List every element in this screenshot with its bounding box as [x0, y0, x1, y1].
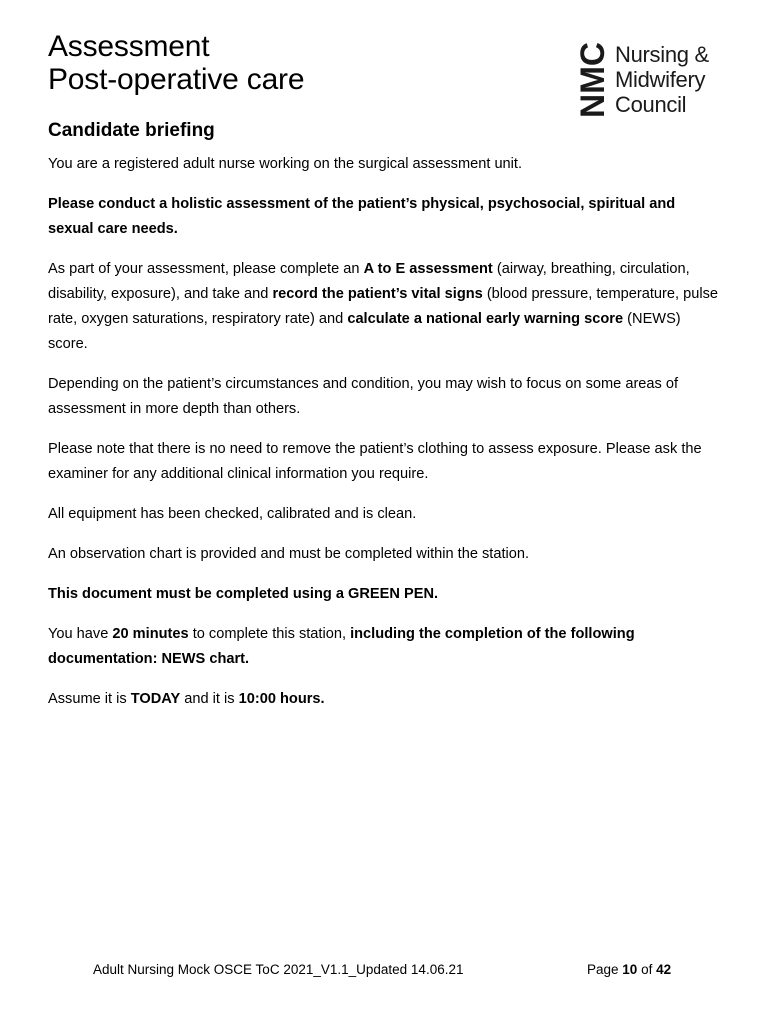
paragraph-3-bold-2: record the patient’s vital signs: [272, 286, 483, 302]
logo-line-3: Council: [615, 92, 687, 117]
page-total: 42: [656, 962, 672, 977]
nmc-logo-text: [615, 42, 709, 117]
paragraph-8-bold: This document must be completed using a GREEN PEN.: [48, 586, 439, 602]
page-title-line-1: Assessment: [48, 30, 210, 63]
paragraph-2: [48, 192, 720, 242]
nmc-logo: [576, 42, 736, 118]
paragraph-10-bold-1: TODAY: [130, 691, 181, 707]
paragraph-3-text-2: (airway, breathing, circulation, disability, exposure), and take and: [48, 261, 690, 302]
logo-line-1: Nursing &: [615, 42, 709, 67]
paragraph-3-text-4: (NEWS) score.: [48, 311, 681, 352]
paragraph-3-text-1: As part of your assessment, please complete an: [48, 261, 364, 277]
paragraph-8: [48, 582, 720, 607]
footer-page-number: [587, 961, 671, 979]
paragraph-9: [48, 622, 720, 672]
paragraph-4: Depending on the patient’s circumstances and condition, you may wish to focus on some areas of assessment in more depth than others.: [48, 376, 679, 417]
page-title-line-2: Post-operative care: [48, 63, 305, 96]
paragraph-3-bold-3: calculate a national early warning score: [347, 311, 624, 327]
page-current: 10: [622, 962, 638, 977]
nmc-logo-mark: NMC: [574, 40, 612, 118]
paragraph-3-bold-1: A to E assessment: [363, 261, 493, 277]
paragraph-3: [48, 257, 720, 357]
section-heading: Candidate briefing: [48, 120, 215, 141]
paragraph-9-bold-1: 20 minutes: [112, 626, 189, 642]
nmc-logo-icon: [574, 40, 612, 118]
paragraph-5: Please note that there is no need to remove the patient’s clothing to assess exposure. Please ask the examiner for any additional clinical information you require.: [48, 441, 702, 482]
paragraph-7: An observation chart is provided and must be completed within the station.: [48, 546, 530, 562]
paragraph-2-bold: Please conduct a holistic assessment of the patient’s physical, psychosocial, spiritual and sexual care needs.: [48, 196, 676, 237]
paragraph-1: You are a registered adult nurse working on the surgical assessment unit.: [48, 156, 523, 172]
paragraph-6: All equipment has been checked, calibrated and is clean.: [48, 506, 417, 522]
paragraph-10-bold-2: 10:00 hours.: [238, 691, 325, 707]
footer-document-reference: Adult Nursing Mock OSCE ToC 2021_V1.1_Updated 14.06.21: [93, 962, 464, 977]
paragraph-10-text-2: and it is: [180, 691, 239, 707]
briefing-content: [48, 152, 720, 727]
page-of: of: [637, 962, 657, 977]
paragraph-3-text-3: (blood pressure, temperature, pulse rate, oxygen saturations, respiratory rate) and: [48, 286, 719, 327]
page-title: [48, 30, 304, 96]
paragraph-10-text-1: Assume it is: [48, 691, 131, 707]
paragraph-10: [48, 687, 720, 712]
page-label: Page: [587, 962, 623, 977]
paragraph-9-bold-2: including the completion of the following documentation: NEWS chart.: [48, 626, 635, 667]
logo-line-2: Midwifery: [615, 67, 706, 92]
paragraph-9-text-2: to complete this station,: [188, 626, 351, 642]
paragraph-9-text-1: You have: [48, 626, 113, 642]
